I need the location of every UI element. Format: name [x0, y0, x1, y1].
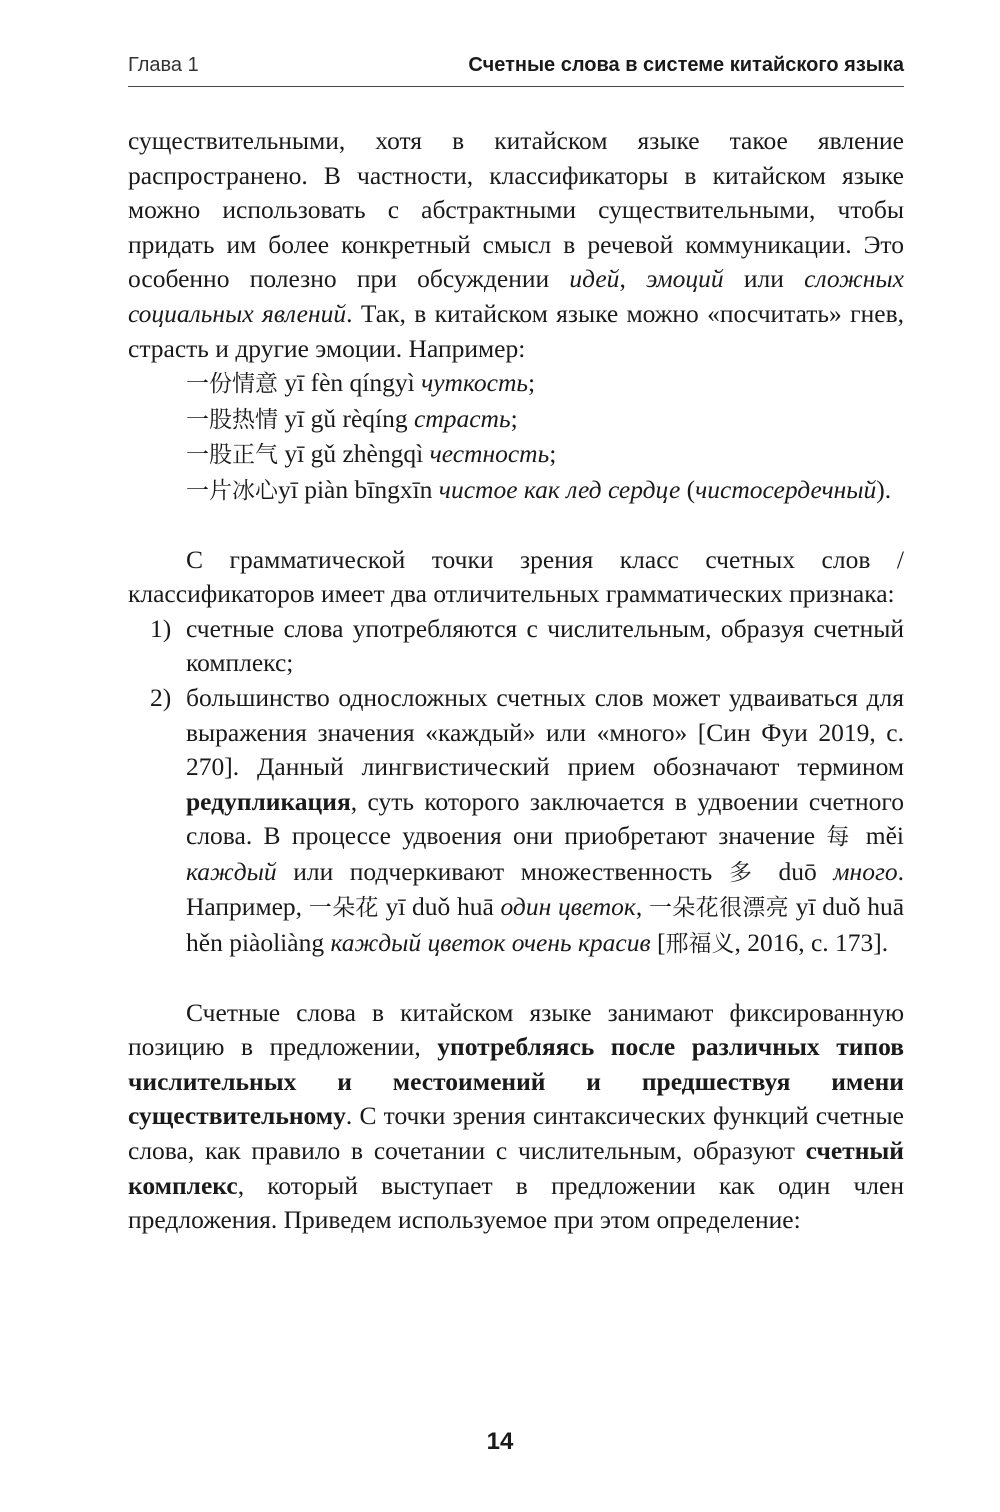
text-run: [ [650, 928, 666, 958]
hanzi: 多 [728, 859, 762, 886]
text-run: , который выступает в предложении как один член предложения. Приведем используемое при этом определение: [128, 1170, 904, 1235]
pinyin: yī piàn bīngxīn [278, 474, 439, 504]
italic-run: эмоций [646, 264, 724, 294]
text-run: большинство односложных счетных слов может удваиваться для выражения значения «каждый» или «много» [Син Фуи 2019, с. 270]. Данный лингвистический прием обозначают термином [186, 682, 904, 782]
hanzi: 一朵花 [308, 895, 379, 922]
list-text: счетные слова употребляются с числительным, образуя счетный комплекс; [186, 613, 904, 678]
text-run: Счетные слова в китайском языке занимают фиксированную позицию в предложении, [128, 997, 904, 1062]
pinyin: měi [854, 821, 904, 851]
list-item-2 [128, 681, 904, 962]
meaning: чуткость [421, 368, 529, 398]
pinyin: yī gǔ rèqíng [278, 403, 414, 433]
page-number: 14 [486, 1428, 514, 1455]
pinyin: yī fèn qíngyì [278, 368, 422, 398]
pinyin: yī duǒ huā hěn piàoliàng [186, 892, 905, 958]
text-run: , 2016, с. 173]. [734, 928, 889, 958]
punct: ; [549, 439, 557, 469]
pinyin: yī gǔ zhèngqì [278, 439, 430, 469]
meaning: чистое как лед сердце [438, 474, 681, 504]
pinyin: yī duǒ huā [378, 892, 501, 922]
pinyin: duō [761, 856, 834, 886]
paragraph-2: С грамматической точки зрения класс счетных слов / классификаторов имеет два отличительных грамматических признака: [128, 544, 904, 609]
example-1 [128, 366, 904, 402]
example-4 [128, 473, 904, 509]
italic-run: каждый цветок очень красив [330, 928, 651, 958]
paragraph-1 [128, 124, 904, 366]
hanzi: 一片冰心 [186, 477, 278, 504]
text-run: . Например, [186, 856, 905, 922]
paragraph-3 [128, 996, 904, 1238]
running-header [128, 50, 904, 87]
hanzi: 一股正气 [186, 442, 278, 469]
italic-run: много [833, 856, 898, 886]
punct: ( [680, 474, 696, 504]
text-run: , суть которого заключается в удвоении счетного слова. В процессе удвоения они приобретают значение [186, 786, 904, 851]
text-run: , [635, 892, 649, 922]
text-run: , [619, 264, 647, 294]
meaning: чистосердечный [695, 474, 877, 504]
chapter-label: Глава 1 [128, 54, 199, 76]
hanzi: 一股热情 [186, 406, 278, 433]
italic-run: идей [569, 264, 620, 294]
text-run: или подчеркивают множественность [276, 856, 729, 886]
punct: ; [528, 368, 536, 398]
punct: ). [876, 474, 892, 504]
bold-term: редупликация [186, 786, 351, 816]
list-number: 2) [150, 682, 172, 712]
text-run: или [723, 264, 805, 294]
italic-run: каждый [186, 856, 277, 886]
punct: ; [510, 403, 518, 433]
hanzi: 每 [826, 824, 855, 851]
hanzi: 一份情意 [186, 371, 278, 398]
text-run: . Так, в китайском языке можно «посчитать» гнев, страсть и другие эмоции. Например: [128, 298, 904, 363]
italic-run: один цветок [500, 892, 636, 922]
example-3 [128, 437, 904, 473]
italic-run: сложных социальных явлений [128, 264, 904, 328]
example-2 [128, 402, 904, 438]
bold-run: употребляясь после различных типов числительных и местоимений и предшествуя имени существительному [128, 1032, 904, 1131]
meaning: честность [429, 439, 550, 469]
meaning: страсть [413, 403, 511, 433]
text-run: . С точки зрения синтаксических функций счетные слова, как правило в сочетании с числительным, образуют [128, 1101, 904, 1166]
page-body [128, 124, 904, 1238]
hanzi: 邢福义 [665, 931, 735, 958]
chapter-title: Счетные слова в системе китайского языка [468, 54, 904, 76]
hanzi: 一朵花很漂亮 [648, 895, 789, 922]
list-item-1 [128, 612, 904, 681]
list-number: 1) [150, 613, 172, 643]
bold-run: счетный комплекс [128, 1136, 904, 1200]
text-run: существительными, хотя в китайском языке такое явление распространено. В частности, классификаторы в китайском языке можно использовать с абстрактными существительными, чтобы придать им более конкретный смысл в речевой коммуникации. Это особенно полезно при обсуждении [128, 126, 904, 294]
